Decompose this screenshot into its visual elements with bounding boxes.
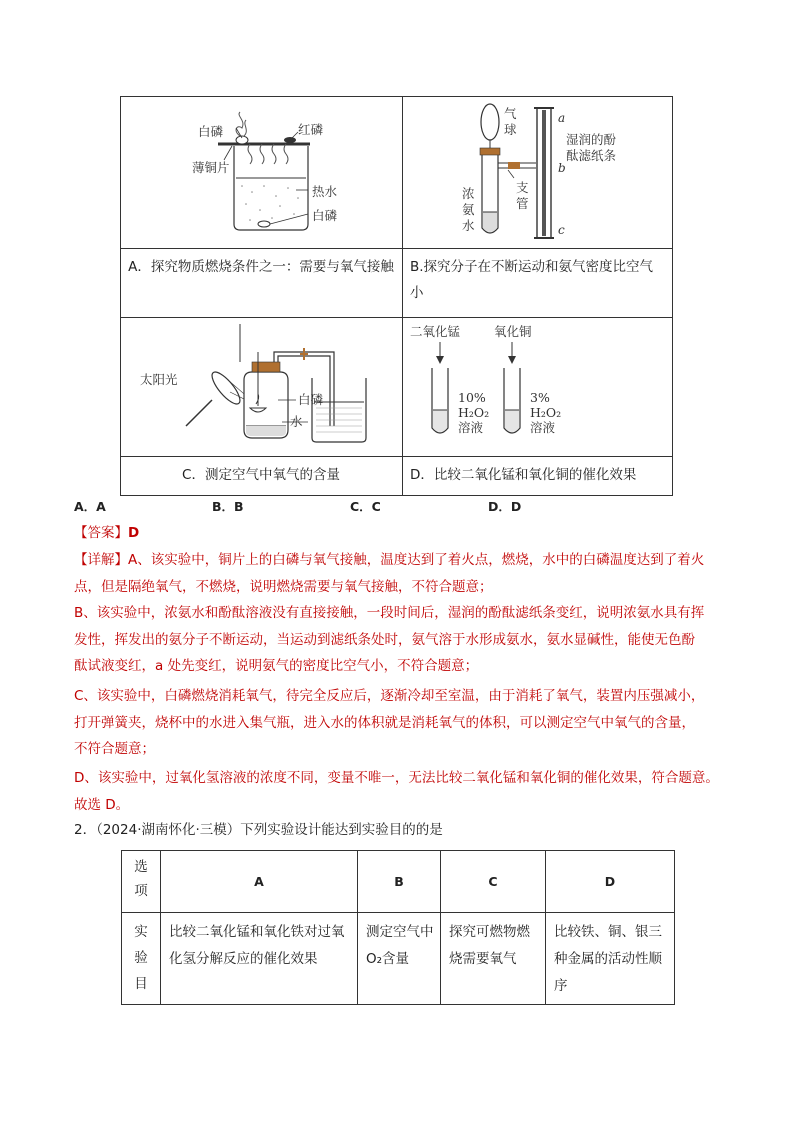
q1-figure-table xyxy=(120,96,673,496)
label-solution-b: 溶液 xyxy=(530,420,556,435)
label-3-percent: 3% xyxy=(530,390,550,405)
label-paper-1: 湿润的酚 xyxy=(566,132,617,147)
caption-b: B.探究分子在不断运动和氨气密度比空气小 xyxy=(410,259,654,301)
q2-header-a: A xyxy=(161,851,358,913)
detail-tag: 【详解】 xyxy=(74,552,128,568)
label-ammonia-1: 浓 xyxy=(462,186,475,201)
detail-conclusion: 故选 D。 xyxy=(74,796,130,813)
detail-a-line-1: A、该实验中，铜片上的白磷与氧气接触，温度达到了着火点，燃烧，水中的白磷温度达到了着火 xyxy=(128,552,705,568)
detail-para-b xyxy=(74,600,734,680)
detail-b-line-2: 发性，挥发出的氨分子不断运动，当运动到滤纸条处时，氨气溶于水形成氨水，氨水显碱性，能使无色酚 xyxy=(74,631,695,648)
caption-a: A．探究物质燃烧条件之一：需要与氧气接触 xyxy=(128,259,394,275)
q2-row-label-3: 目 xyxy=(134,976,148,992)
detail-b-line-3: 酞试液变红，a 处先变红，说明氨气的密度比空气小，不符合题意； xyxy=(74,658,479,674)
q2-cell-c: 探究可燃物燃烧需要氧气 xyxy=(441,913,546,1005)
caption-c: C．测定空气中氧气的含量 xyxy=(182,467,340,483)
label-balloon-2: 球 xyxy=(504,122,517,137)
figure-c-oxygen-measurement xyxy=(140,322,400,454)
label-red-phosphorus: 红磷 xyxy=(298,122,324,137)
label-b: b xyxy=(558,161,566,175)
q2-cell-b: 测定空气中 O₂含量 xyxy=(358,913,441,1005)
option-c[interactable]: C．C xyxy=(350,499,381,514)
label-white-phosphorus-top: 白磷 xyxy=(198,124,224,139)
label-copper-sheet: 薄铜片 xyxy=(192,160,230,175)
option-a[interactable]: A．A xyxy=(74,499,106,514)
label-ammonia-2: 氨 xyxy=(462,202,475,217)
label-water: 水 xyxy=(290,414,303,429)
answer-line xyxy=(74,520,734,547)
label-h2o2-a: H₂O₂ xyxy=(458,405,490,420)
label-a: a xyxy=(558,111,566,125)
detail-d-line: D、该实验中，过氧化氢溶液的浓度不同，变量不唯一，无法比较二氧化锰和氧化铜的催化效果，符合题意。 xyxy=(74,770,719,786)
q2-cell-d: 比较铁、铜、银三种金属的活动性顺序 xyxy=(546,913,675,1005)
q2-header-label xyxy=(122,851,161,913)
label-branch-2: 管 xyxy=(516,196,529,211)
q2-header-c: C xyxy=(441,851,546,913)
q2-table xyxy=(121,850,675,1005)
option-b[interactable]: B．B xyxy=(212,499,244,514)
q2-header-label-2: 项 xyxy=(134,883,148,899)
q2-header-d: D xyxy=(546,851,675,913)
q2-row-label-1: 实 xyxy=(134,924,148,940)
detail-para-d xyxy=(74,765,734,818)
label-balloon-1: 气 xyxy=(504,106,517,121)
caption-d: D．比较二氧化锰和氧化铜的催化效果 xyxy=(410,467,637,483)
label-branch-1: 支 xyxy=(516,180,529,195)
detail-c-line-3: 不符合题意； xyxy=(74,741,155,757)
q2-row-label xyxy=(122,913,161,1005)
detail-c-line-1: C、该实验中，白磷燃烧消耗氧气，待完全反应后，逐渐冷却至室温，由于消耗了氧气，装置内压强减小， xyxy=(74,688,705,704)
answer-value: D xyxy=(128,525,140,541)
label-ammonia-3: 水 xyxy=(462,218,475,233)
detail-para-a xyxy=(74,547,734,600)
label-c: c xyxy=(558,223,565,237)
label-hot-water: 热水 xyxy=(312,184,338,199)
label-white-phosphorus-bottom: 白磷 xyxy=(312,208,338,223)
option-d[interactable]: D．D xyxy=(488,499,522,514)
label-mno2: 二氧化锰 xyxy=(410,324,461,339)
label-solution-a: 溶液 xyxy=(458,420,484,435)
label-paper-2: 酞滤纸条 xyxy=(566,148,617,163)
label-sunlight: 太阳光 xyxy=(140,372,178,387)
detail-b-line-1: B、该实验中，浓氨水和酚酞溶液没有直接接触，一段时间后，湿润的酚酞滤纸条变红，说明浓氨水具有挥 xyxy=(74,605,705,621)
detail-para-c xyxy=(74,683,734,763)
q2-stem: 2．（2024·湖南怀化·三模）下列实验设计能达到实验目的的是 xyxy=(74,822,443,838)
label-white-phosphorus-c: 白磷 xyxy=(298,392,324,407)
figure-b-ammonia-diffusion xyxy=(430,100,630,246)
label-cuo: 氧化铜 xyxy=(494,324,532,339)
label-10-percent: 10% xyxy=(458,390,486,405)
label-h2o2-b: H₂O₂ xyxy=(530,405,562,420)
detail-a-line-2: 点，但是隔绝氧气，不燃烧，说明燃烧需要与氧气接触，不符合题意； xyxy=(74,578,493,595)
answer-tag: 【答案】 xyxy=(74,525,128,541)
figure-a-combustion-beaker xyxy=(180,106,360,246)
q2-row-label-2: 验 xyxy=(134,950,148,966)
q2-header-b: B xyxy=(358,851,441,913)
figure-d-catalyst-comparison xyxy=(410,322,590,454)
q2-cell-a: 比较二氧化锰和氧化铁对过氧化氢分解反应的催化效果 xyxy=(161,913,358,1005)
detail-c-line-2: 打开弹簧夹，烧杯中的水进入集气瓶，进入水的体积就是消耗氧气的体积，可以测定空气中氧气的含量， xyxy=(74,714,695,731)
q2-header-label-1: 选 xyxy=(134,859,148,875)
